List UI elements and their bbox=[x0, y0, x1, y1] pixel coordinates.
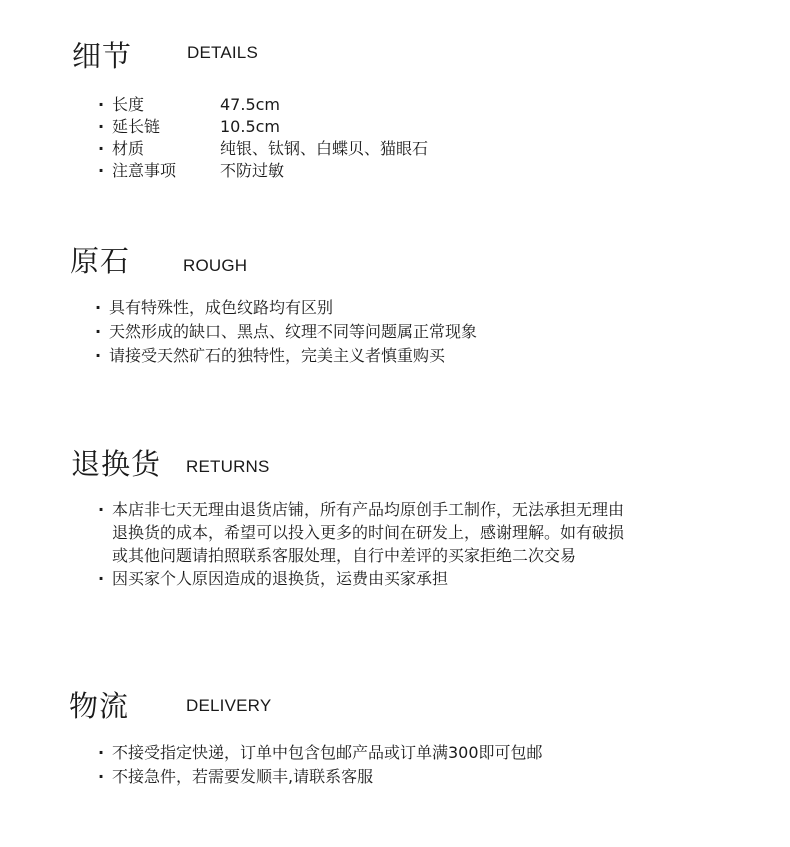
list-item: · 请接受天然矿石的独特性，完美主义者慎重购买 bbox=[95, 344, 477, 368]
details-title-en: DETAILS bbox=[187, 43, 258, 62]
spec-row-extension-chain bbox=[98, 116, 428, 138]
rough-list bbox=[95, 296, 477, 368]
delivery-title-cn: 物流 bbox=[69, 689, 130, 723]
spec-value: 47.5cm bbox=[220, 95, 281, 114]
returns-title-cn: 退换货 bbox=[71, 447, 162, 481]
returns-list bbox=[98, 498, 632, 590]
spec-row-length bbox=[98, 94, 428, 116]
spec-label: 长度 bbox=[112, 95, 145, 114]
returns-title-en: RETURNS bbox=[186, 457, 270, 476]
list-item: · 不接急件，若需要发顺丰,请联系客服 bbox=[98, 765, 543, 789]
spec-label: 材质 bbox=[112, 139, 145, 158]
spec-label: 注意事项 bbox=[112, 161, 177, 180]
delivery-title-en: DELIVERY bbox=[186, 696, 272, 715]
list-item: · 因买家个人原因造成的退换货，运费由买家承担 bbox=[98, 567, 632, 590]
spec-row-notes bbox=[98, 160, 428, 182]
spec-row-material bbox=[98, 138, 428, 160]
spec-value: 不防过敏 bbox=[220, 161, 285, 180]
spec-label: 延长链 bbox=[112, 117, 161, 136]
spec-value: 10.5cm bbox=[220, 117, 281, 136]
delivery-list bbox=[98, 741, 543, 789]
details-title-cn: 细节 bbox=[72, 39, 133, 73]
list-item: · 天然形成的缺口、黑点、纹理不同等问题属正常现象 bbox=[95, 320, 477, 344]
rough-title-en: ROUGH bbox=[183, 256, 248, 275]
spec-value: 纯银、钛钢、白蝶贝、猫眼石 bbox=[220, 139, 429, 158]
list-item: · 本店非七天无理由退货店铺，所有产品均原创手工制作，无法承担无理由退换货的成本，希望可以投入更多的时间在研发上，感谢理解。如有破损或其他问题请拍照联系客服处理，自行中差评的买家拒绝二次交易 bbox=[98, 498, 632, 567]
rough-title-cn: 原石 bbox=[70, 244, 131, 278]
list-item: · 不接受指定快递，订单中包含包邮产品或订单满300即可包邮 bbox=[98, 741, 543, 765]
details-spec-list bbox=[98, 94, 428, 182]
list-item: · 具有特殊性，成色纹路均有区别 bbox=[95, 296, 477, 320]
